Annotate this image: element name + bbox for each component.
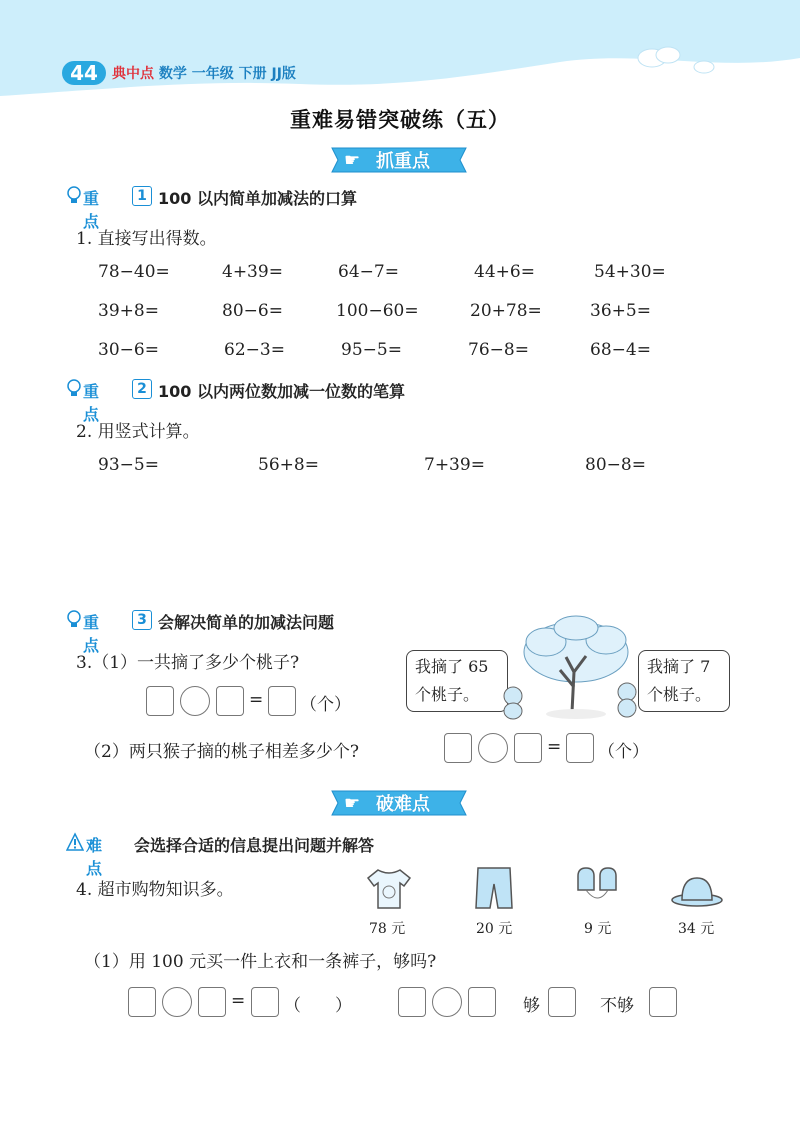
exercise: 100−60=	[336, 301, 419, 321]
answer-box[interactable]	[198, 987, 226, 1017]
exercise: 54+30=	[594, 262, 666, 282]
answer-box[interactable]	[251, 987, 279, 1017]
answer-box[interactable]	[268, 686, 296, 716]
question-3-part-2: （2）两只猴子摘的桃子相差多少个?	[84, 742, 359, 762]
operator-circle[interactable]	[180, 686, 210, 716]
section-banner-difficult-points: ☛ 破难点	[326, 789, 470, 817]
exercise: 76−8=	[468, 340, 529, 360]
equals-sign: =	[249, 690, 264, 710]
exercise: 30−6=	[98, 340, 159, 360]
exercise: 78−40=	[98, 262, 170, 282]
header-wave	[0, 0, 800, 100]
operator-circle[interactable]	[162, 987, 192, 1017]
exercise: 68−4=	[590, 340, 651, 360]
pointing-hand-icon: ☛	[344, 150, 361, 171]
exercise: 93−5=	[98, 455, 159, 475]
page-header	[0, 0, 800, 100]
exercise: 44+6=	[474, 262, 535, 282]
exercise: 4+39=	[222, 262, 283, 282]
question-2: 2. 用竖式计算。	[76, 422, 200, 442]
monkey-left-icon	[496, 684, 530, 720]
question-3-part-1: 3.（1）一共摘了多少个桃子?	[76, 653, 300, 673]
equals-sign: =	[547, 737, 562, 757]
exercise: 62−3=	[224, 340, 285, 360]
answer-box[interactable]	[146, 686, 174, 716]
answer-box[interactable]	[514, 733, 542, 763]
warning-icon	[66, 832, 84, 852]
equals-sign: =	[231, 991, 246, 1011]
enough-checkbox[interactable]	[548, 987, 576, 1017]
exercise: 39+8=	[98, 301, 159, 321]
lightbulb-icon	[66, 609, 82, 631]
operator-circle[interactable]	[478, 733, 508, 763]
pointing-hand-icon: ☛	[344, 793, 361, 814]
exercise: 20+78=	[470, 301, 542, 321]
page-number: 44	[62, 61, 106, 85]
book-series: 典中点 数学 一年级 下册 JJ版	[112, 66, 296, 82]
exercise: 36+5=	[590, 301, 651, 321]
speech-bubble-left: 我摘了 65 个桃子。	[406, 650, 508, 712]
exercise: 56+8=	[258, 455, 319, 475]
answer-box[interactable]	[468, 987, 496, 1017]
answer-box[interactable]	[566, 733, 594, 763]
question-1: 1. 直接写出得数。	[76, 229, 217, 249]
enough-label: 够	[523, 996, 540, 1016]
gloves-icon	[574, 866, 622, 910]
question-4: 4. 超市购物知识多。	[76, 880, 234, 900]
price-label: 9 元	[584, 921, 612, 937]
page-title: 重难易错突破练（五）	[290, 108, 510, 132]
price-label: 34 元	[678, 921, 715, 937]
question-4-part-1: （1）用 100 元买一件上衣和一条裤子，够吗?	[84, 952, 437, 972]
answer-box[interactable]	[128, 987, 156, 1017]
answer-box[interactable]	[216, 686, 244, 716]
answer-box[interactable]	[398, 987, 426, 1017]
unit-label: （个）	[300, 695, 351, 715]
price-label: 20 元	[476, 921, 513, 937]
not-enough-label: 不够	[600, 996, 634, 1016]
answer-box[interactable]	[444, 733, 472, 763]
exercise: 7+39=	[424, 455, 485, 475]
tshirt-icon	[364, 866, 414, 910]
exercise: 80−6=	[222, 301, 283, 321]
lightbulb-icon	[66, 185, 82, 207]
not-enough-checkbox[interactable]	[649, 987, 677, 1017]
hat-icon	[670, 870, 724, 910]
exercise: 80−8=	[585, 455, 646, 475]
unit-label: （个）	[598, 742, 649, 762]
section-banner-key-points: ☛ 抓重点	[326, 146, 470, 174]
lightbulb-icon	[66, 378, 82, 400]
operator-circle[interactable]	[432, 987, 462, 1017]
speech-bubble-right: 我摘了 7 个桃子。	[638, 650, 730, 712]
exercise: 64−7=	[338, 262, 399, 282]
monkey-right-icon	[610, 680, 644, 720]
exercise: 95−5=	[341, 340, 402, 360]
pants-icon	[472, 864, 516, 912]
unit-blank: （ ）	[284, 996, 352, 1016]
price-label: 78 元	[369, 921, 406, 937]
